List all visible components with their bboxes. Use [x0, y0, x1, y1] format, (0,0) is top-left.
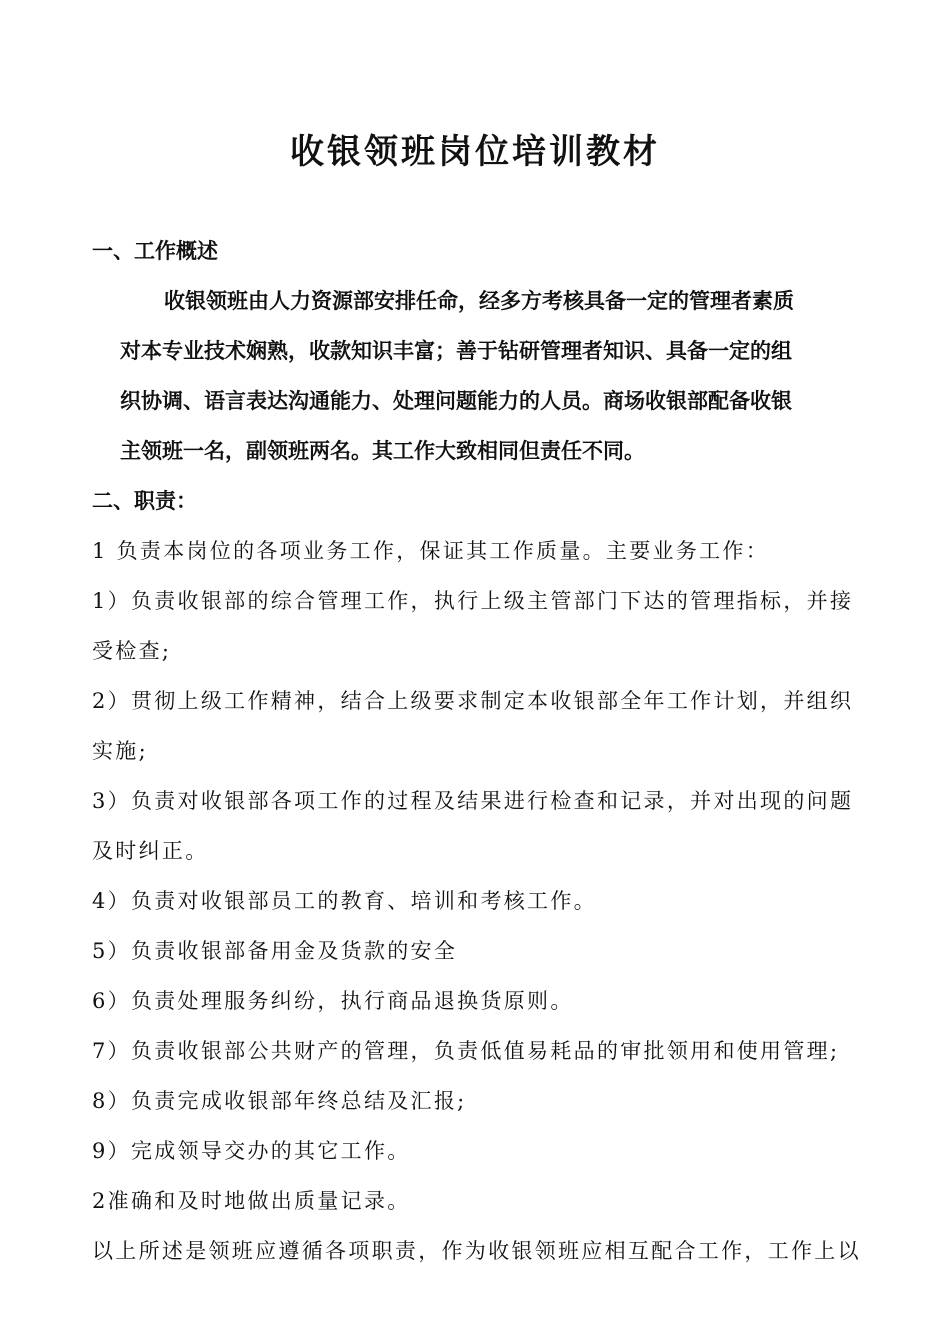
- overview-paragraph-line: 对本专业技术娴熟，收款知识丰富；善于钻研管理者知识、具备一定的组: [120, 338, 792, 363]
- document-title: 收银领班岗位培训教材: [290, 132, 660, 172]
- overview-paragraph-line: 主领班一名，副领班两名。其工作大致相同但责任不同。: [120, 438, 645, 463]
- duty-line: 6）负责处理服务纠纷，执行商品退换货原则。: [92, 989, 574, 1013]
- duty-line: 实施;: [92, 739, 148, 763]
- duty-line: 4）负责对收银部员工的教育、培训和考核工作。: [92, 889, 597, 913]
- overview-paragraph-line: 收银领班由人力资源部安排任命，经多方考核具备一定的管理者素质: [164, 288, 794, 313]
- duty-line: 5）负责收银部备用金及货款的安全: [92, 939, 458, 963]
- duty-line: 1）负责收银部的综合管理工作，执行上级主管部门下达的管理指标，并接: [92, 589, 854, 613]
- duty-line: 9）完成领导交办的其它工作。: [92, 1139, 411, 1163]
- duty-line: 8）负责完成收银部年终总结及汇报;: [92, 1089, 467, 1113]
- duty-line: 及时纠正。: [92, 839, 209, 863]
- section-heading-overview: 一、工作概述: [92, 238, 218, 263]
- section-heading-duties: 二、职责：: [92, 488, 197, 513]
- duty-line: 7）负责收银部公共财产的管理，负责低值易耗品的审批领用和使用管理;: [92, 1039, 840, 1063]
- duty-line: 2）贯彻上级工作精神，结合上级要求制定本收银部全年工作计划，并组织: [92, 689, 854, 713]
- duty-line: 2准确和及时地做出质量记录。: [92, 1189, 411, 1213]
- duty-line: 以上所述是领班应遵循各项职责，作为收银领班应相互配合工作，工作上以: [92, 1239, 861, 1263]
- duty-line: 1 负责本岗位的各项业务工作，保证其工作质量。主要业务工作：: [92, 539, 770, 563]
- overview-paragraph-line: 织协调、语言表达沟通能力、处理问题能力的人员。商场收银部配备收银: [120, 388, 792, 413]
- duty-line: 受检查;: [92, 639, 172, 663]
- duty-line: 3）负责对收银部各项工作的过程及结果进行检查和记录，并对出现的问题: [92, 789, 854, 813]
